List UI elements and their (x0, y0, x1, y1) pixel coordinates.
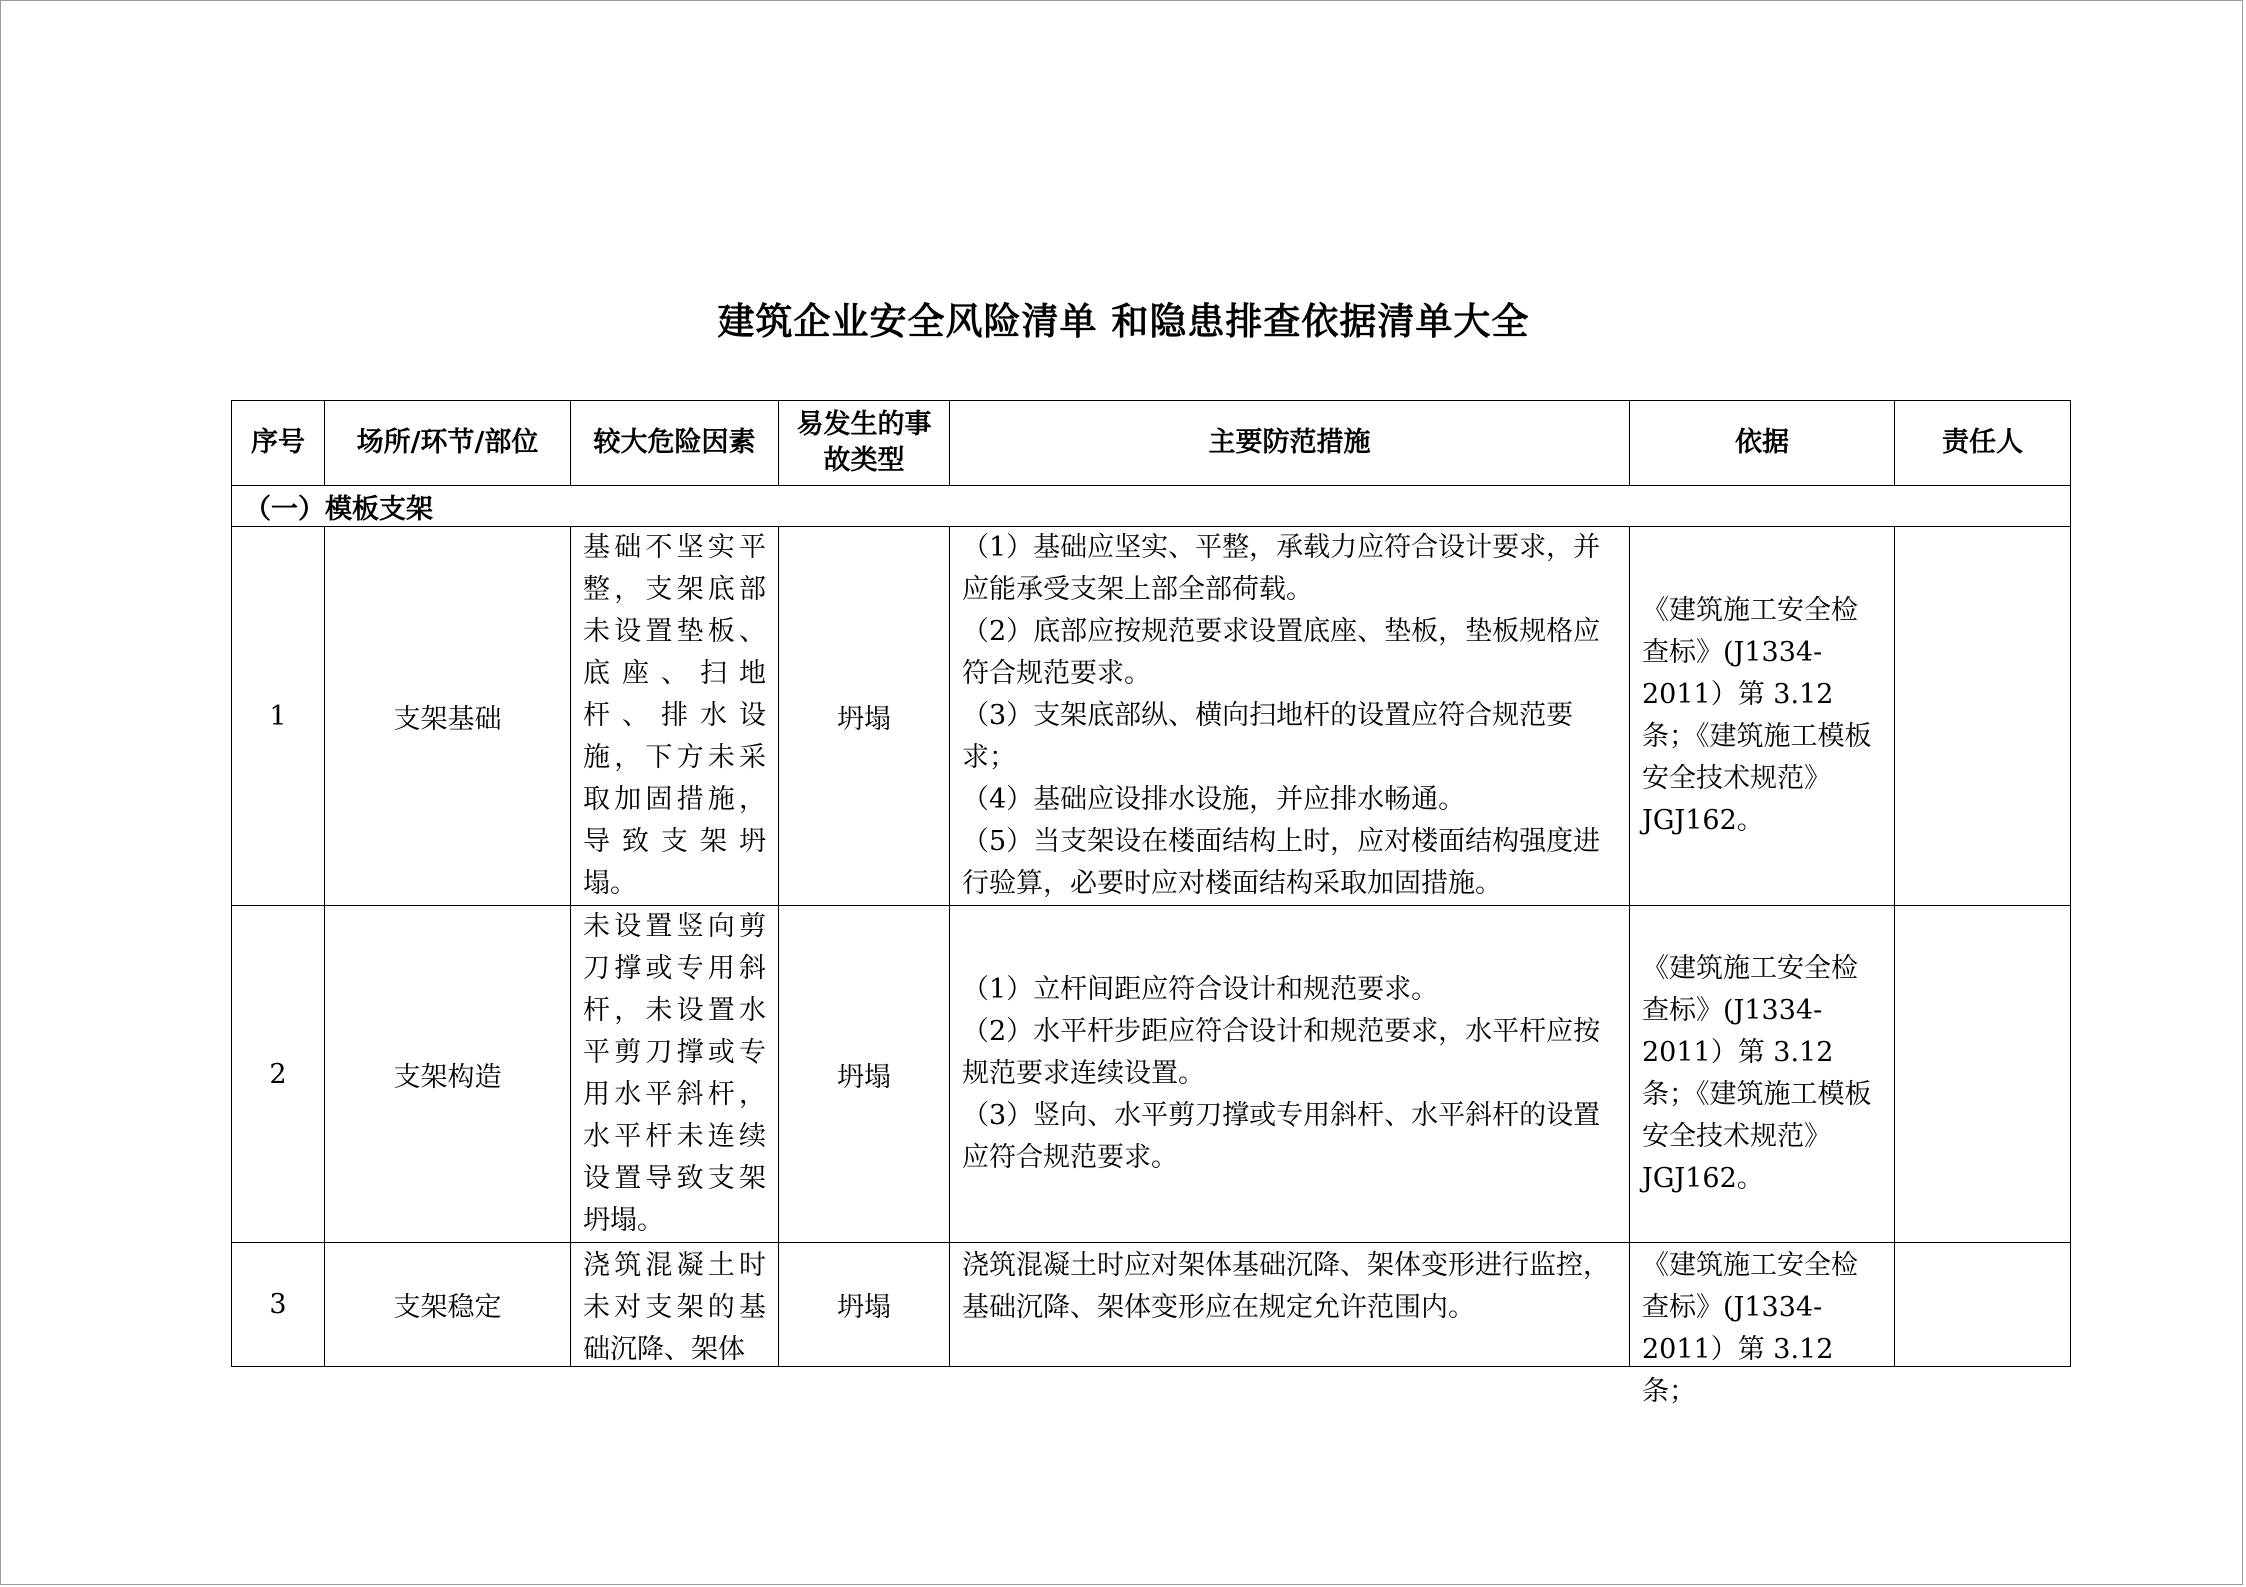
measure-item: （3）竖向、水平剪刀撑或专用斜杆、水平斜杆的设置应符合规范要求。 (962, 1100, 1601, 1173)
header-factor: 较大危险因素 (571, 401, 779, 486)
cell-no: 2 (232, 906, 325, 1243)
cell-place: 支架稳定 (325, 1243, 571, 1367)
table-row (232, 527, 2071, 906)
cell-measures (950, 906, 1630, 1243)
header-basis: 依据 (1630, 401, 1895, 486)
measure-item: （1）立杆间距应符合设计和规范要求。 (962, 974, 1439, 1005)
header-accident: 易发生的事故类型 (779, 401, 950, 486)
cell-factor: 未设置竖向剪刀撑或专用斜杆，未设置水平剪刀撑或专用水平斜杆，水平杆未连续设置导致支架坍塌。 (571, 906, 779, 1243)
cell-owner (1895, 1243, 2071, 1367)
header-place: 场所/环节/部位 (325, 401, 571, 486)
cell-accident: 坍塌 (779, 1243, 950, 1367)
risk-table (231, 400, 2071, 1407)
cell-owner (1895, 906, 2071, 1243)
cell-no: 1 (232, 527, 325, 906)
measure-item: （2）底部应按规范要求设置底座、垫板，垫板规格应符合规范要求。 (962, 616, 1601, 689)
cell-factor (571, 1243, 779, 1367)
cell-basis: 《建筑施工安全检查标》(J1334-2011）第 3.12 条；《建筑施工模板安全技术规范》JGJ162。 (1630, 906, 1895, 1243)
cell-owner (1895, 527, 2071, 906)
measure-item: 浇筑混凝土时应对架体基础沉降、架体变形进行监控，基础沉降、架体变形应在规定允许范围内。 (962, 1249, 1610, 1323)
cell-place: 支架基础 (325, 527, 571, 906)
cell-no: 3 (232, 1243, 325, 1367)
header-measures: 主要防范措施 (950, 401, 1630, 486)
document-title: 建筑企业安全风险清单 和隐患排查依据清单大全 (717, 299, 1530, 343)
cell-accident: 坍塌 (779, 527, 950, 906)
cell-measures (950, 527, 1630, 906)
measure-item: （4）基础应设排水设施，并应排水畅通。 (962, 784, 1466, 815)
cell-accident: 坍塌 (779, 906, 950, 1243)
table-row (232, 1243, 2071, 1367)
measure-item: （5）当支架设在楼面结构上时，应对楼面结构强度进行验算，必要时应对楼面结构采取加固措施。 (962, 826, 1601, 899)
cell-basis (1630, 1243, 1895, 1407)
cell-place: 支架构造 (325, 906, 571, 1243)
table-header-row (232, 401, 2071, 486)
header-owner: 责任人 (1895, 401, 2071, 486)
cell-measures (950, 1243, 1630, 1367)
section-label: （一）模板支架 (232, 486, 2071, 527)
section-row (232, 486, 2071, 527)
table-row (232, 906, 2071, 1243)
cell-factor-text: 浇筑混凝土时未对支架的基础沉降、架体 (583, 1249, 766, 1365)
header-no: 序号 (232, 401, 325, 486)
measure-item: （3）支架底部纵、横向扫地杆的设置应符合规范要求； (962, 700, 1574, 773)
measure-item: （1）基础应坚实、平整，承载力应符合设计要求，并应能承受支架上部全部荷载。 (962, 532, 1601, 605)
cell-basis-text: 《建筑施工安全检查标》(J1334-2011）第 3.12 条； (1642, 1249, 1858, 1407)
measure-item: （2）水平杆步距应符合设计和规范要求，水平杆应按规范要求连续设置。 (962, 1016, 1601, 1089)
cell-basis: 《建筑施工安全检查标》(J1334-2011）第 3.12 条；《建筑施工模板安全技术规范》JGJ162。 (1630, 527, 1895, 906)
cell-factor: 基础不坚实平整，支架底部未设置垫板、底座、扫地杆、排水设施，下方未采取加固措施，导致支架坍塌。 (571, 527, 779, 906)
